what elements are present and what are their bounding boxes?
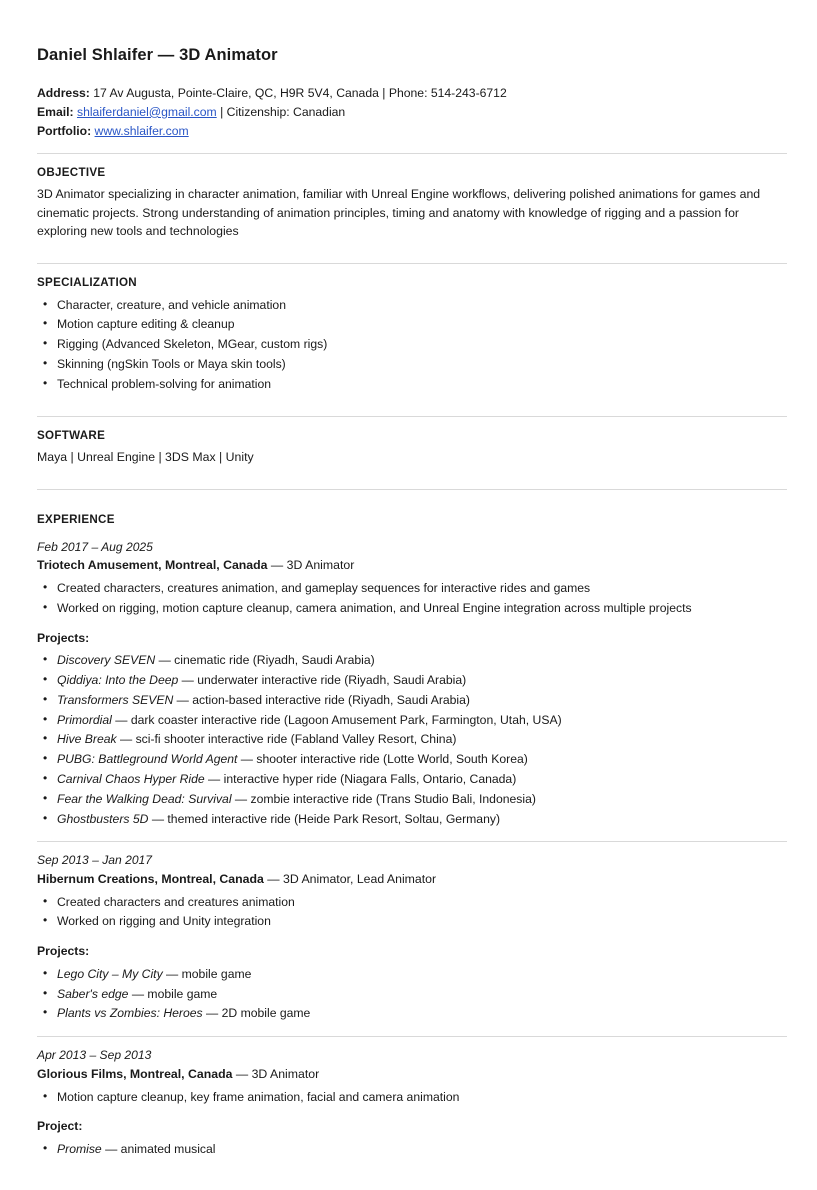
project-desc: — action-based interactive ride (Riyadh, Saudi Arabia) (173, 692, 470, 707)
list-item: • Rigging (Advanced Skeleton, MGear, custom rigs) (37, 335, 787, 355)
job-heading (37, 1066, 787, 1084)
job-bullets (37, 579, 787, 619)
job-role: 3D Animator, Lead Animator (283, 871, 437, 886)
project-desc: — cinematic ride (Riyadh, Saudi Arabia) (155, 653, 375, 668)
list-item (37, 651, 787, 671)
job-employer: Triotech Amusement, Montreal, Canada (37, 558, 268, 573)
title-dash: — (153, 46, 180, 64)
job-employer: Glorious Films, Montreal, Canada (37, 1066, 233, 1081)
project-name: PUBG: Battleground World Agent (57, 752, 238, 767)
section-experience (37, 490, 787, 1170)
specialization-list (37, 296, 787, 395)
project-desc: — sci-fi shooter interactive ride (Fabland Valley Resort, China) (116, 732, 457, 747)
job-dates: Sep 2013 – Jan 2017 (37, 853, 152, 868)
project-name: Fear the Walking Dead: Survival (57, 791, 232, 806)
list-item (37, 770, 787, 790)
project-name: Promise (57, 1141, 102, 1156)
page-title (37, 44, 787, 68)
list-item: • Skinning (ngSkin Tools or Maya skin tools) (37, 355, 787, 375)
list-item (37, 810, 787, 830)
contact-line-portfolio (37, 122, 787, 141)
project-desc: — 2D mobile game (202, 1006, 311, 1021)
candidate-role: 3D Animator (179, 46, 278, 64)
contact-line-email (37, 103, 787, 122)
section-software (37, 417, 787, 477)
email-label: Email: (37, 104, 74, 119)
section-title-specialization: SPECIALIZATION (37, 275, 137, 289)
list-item: • Character, creature, and vehicle animation (37, 296, 787, 316)
experience-entry (37, 1047, 787, 1160)
divider-job-1 (37, 841, 787, 842)
list-item (37, 750, 787, 770)
citizenship-value: | Citizenship: Canadian (220, 104, 346, 119)
list-item: • Technical problem-solving for animation (37, 375, 787, 395)
section-title-experience: EXPERIENCE (37, 513, 115, 526)
project-name: Hive Break (57, 732, 117, 747)
project-name: Qiddiya: Into the Deep (57, 673, 179, 688)
experience-entry (37, 852, 787, 1024)
section-specialization (37, 264, 787, 405)
project-desc: — mobile game (128, 986, 218, 1001)
list-item (37, 985, 787, 1005)
projects-label: Project: (37, 1119, 83, 1134)
section-objective (37, 154, 787, 251)
list-item: • Created characters, creatures animation, and gameplay sequences for interactive rides and games (37, 579, 787, 599)
list-item: • Worked on rigging and Unity integration (37, 912, 787, 932)
project-desc: — shooter interactive ride (Lotte World, South Korea) (237, 752, 528, 767)
project-desc: — underwater interactive ride (Riyadh, Saudi Arabia) (178, 673, 467, 688)
list-item (37, 1140, 787, 1160)
job-dates: Apr 2013 – Sep 2013 (37, 1048, 152, 1063)
job-dash: — (263, 871, 283, 886)
list-item: • Motion capture cleanup, key frame animation, facial and camera animation (37, 1088, 787, 1108)
address-value: 17 Av Augusta, Pointe-Claire, QC, H9R 5V4, Canada | (93, 85, 386, 100)
project-name: Plants vs Zombies: Heroes (57, 1006, 203, 1021)
projects-label: Projects: (37, 630, 90, 645)
projects-list (37, 1140, 787, 1160)
project-name: Carnival Chaos Hyper Ride (57, 771, 205, 786)
experience-entry (37, 539, 787, 829)
section-title-software: SOFTWARE (37, 429, 106, 443)
contact-block (37, 84, 787, 141)
project-desc: — themed interactive ride (Heide Park Resort, Soltau, Germany) (148, 811, 500, 826)
section-title-objective: OBJECTIVE (37, 165, 106, 179)
job-role: 3D Animator (286, 558, 355, 573)
portfolio-label: Portfolio: (37, 123, 92, 138)
project-desc: — animated musical (101, 1141, 216, 1156)
list-item (37, 790, 787, 810)
job-role: 3D Animator (251, 1066, 320, 1081)
projects-label: Projects: (37, 944, 90, 959)
job-heading (37, 871, 787, 889)
list-item (37, 965, 787, 985)
project-name: Lego City – My City (57, 966, 163, 981)
phone-value: Phone: 514-243-6712 (388, 85, 507, 100)
list-item (37, 730, 787, 750)
job-bullets (37, 893, 787, 933)
list-item: • Created characters and creatures animation (37, 893, 787, 913)
candidate-name: Daniel Shlaifer (37, 46, 154, 64)
contact-line-address (37, 84, 787, 103)
list-item: • Motion capture editing & cleanup (37, 315, 787, 335)
divider-job-2 (37, 1036, 787, 1037)
software-text: Maya | Unreal Engine | 3DS Max | Unity (37, 450, 254, 465)
project-name: Saber's edge (57, 986, 129, 1001)
job-bullets (37, 1088, 787, 1108)
job-dash: — (267, 558, 287, 573)
list-item (37, 691, 787, 711)
email-link[interactable]: shlaiferdaniel@gmail.com (76, 104, 217, 119)
project-name: Discovery SEVEN (57, 653, 156, 668)
portfolio-link[interactable]: www.shlaifer.com (94, 123, 189, 138)
list-item (37, 711, 787, 731)
list-item (37, 671, 787, 691)
project-desc: — interactive hyper ride (Niagara Falls, Ontario, Canada) (204, 771, 517, 786)
project-desc: — mobile game (162, 966, 252, 981)
project-desc: — dark coaster interactive ride (Lagoon Amusement Park, Farmington, Utah, USA) (111, 712, 562, 727)
project-name: Primordial (57, 712, 112, 727)
project-name: Transformers SEVEN (57, 692, 174, 707)
job-dates: Feb 2017 – Aug 2025 (37, 539, 153, 554)
list-item (37, 1004, 787, 1024)
project-desc: — zombie interactive ride (Trans Studio Bali, Indonesia) (231, 791, 536, 806)
list-item: • Worked on rigging, motion capture cleanup, camera animation, and Unreal Engine integration across multiple projects (37, 599, 787, 619)
job-dash: — (232, 1066, 252, 1081)
objective-text: 3D Animator specializing in character animation, familiar with Unreal Engine workflows, delivering polished animations for games and cinematic projects. Strong understanding of animation principles, timing and anatomy with knowledge of rigging and a passion for exploring new tools and technologies (37, 187, 761, 239)
project-name: Ghostbusters 5D (57, 811, 149, 826)
job-heading (37, 557, 787, 575)
address-label: Address: (37, 85, 90, 100)
job-employer: Hibernum Creations, Montreal, Canada (37, 871, 264, 886)
projects-list (37, 651, 787, 829)
projects-list (37, 965, 787, 1024)
